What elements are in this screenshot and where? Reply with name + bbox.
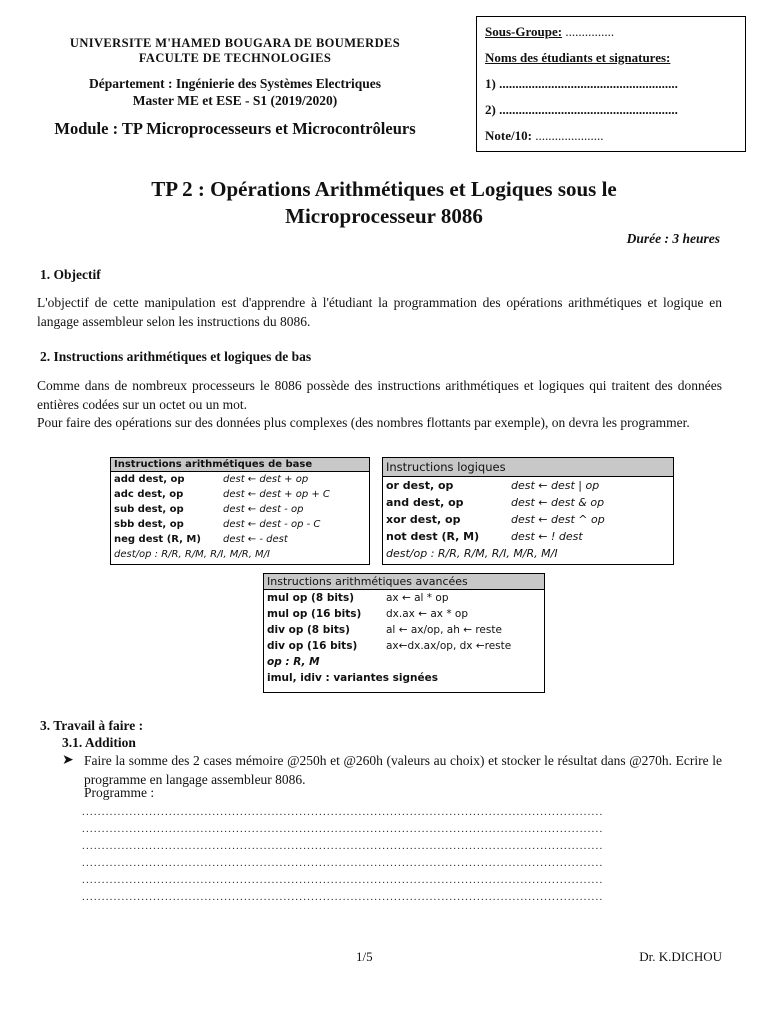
section-3-1-heading: 3.1. Addition bbox=[62, 735, 136, 750]
answer-line[interactable]: .................................................................................................................................... bbox=[82, 874, 604, 886]
table-row: sub dest, op dest ← dest - op bbox=[114, 504, 304, 515]
page-number: 1/5 bbox=[356, 949, 373, 964]
student-info-box bbox=[476, 16, 746, 152]
bullet-arrow-icon: ➤ bbox=[62, 753, 74, 768]
section-1-heading: 1. Objectif bbox=[40, 267, 101, 282]
faculty-name: FACULTE DE TECHNOLOGIES bbox=[138, 51, 332, 65]
table-row: mul op (16 bits) dx.ax ← ax * op bbox=[267, 608, 469, 620]
note-field[interactable]: Note/10: ..................... bbox=[485, 128, 604, 143]
master-label: Master ME et ESE - S1 (2019/2020) bbox=[132, 93, 338, 108]
table-adv-title: Instructions arithmétiques avancées bbox=[264, 574, 544, 590]
table-basic-title: Instructions arithmétiques de base bbox=[111, 458, 369, 472]
table-logic-footer: dest/op : R/R, R/M, R/I, M/R, M/I bbox=[386, 547, 558, 560]
answer-line[interactable]: .................................................................................................................................... bbox=[82, 857, 604, 869]
table-logic-title: Instructions logiques bbox=[383, 458, 673, 477]
names-label: Noms des étudiants et signatures: bbox=[485, 50, 671, 65]
table-row: xor dest, op dest ← dest ^ op bbox=[386, 513, 605, 526]
section-1-text: L'objectif de cette manipulation est d'apprendre à l'étudiant la programmation des opérations arithmétiques et logique en langage assembleur selon les instructions du 8086. bbox=[37, 295, 722, 329]
task-text: Faire la somme des 2 cases mémoire @250h et @260h (valeurs au choix) et stocker le résultat dans @270h. Ecrire le programme en langage assembleur 8086. bbox=[84, 753, 722, 787]
answer-line[interactable]: .................................................................................................................................... bbox=[82, 891, 604, 903]
student-2-field[interactable]: 2) ....................................................... bbox=[485, 102, 678, 117]
section-3-heading: 3. Travail à faire : bbox=[40, 718, 144, 733]
institution-header bbox=[30, 36, 440, 139]
answer-line[interactable]: .................................................................................................................................... bbox=[82, 806, 604, 818]
module-title: Module : TP Microprocesseurs et Microcontrôleurs bbox=[54, 119, 416, 138]
table-adv-note-1: op : R, M bbox=[267, 656, 320, 668]
table-basic-footer: dest/op : R/R, R/M, R/I, M/R, M/I bbox=[114, 549, 270, 560]
table-row: sbb dest, op dest ← dest - op - C bbox=[114, 519, 321, 530]
section-2-text-1: Comme dans de nombreux processeurs le 8086 possède des instructions arithmétiques et logiques qui traitent des données entières codées sur un octet ou un mot. bbox=[37, 378, 722, 412]
department-name: Département : Ingénierie des Systèmes Electriques bbox=[88, 76, 382, 91]
table-row: div op (8 bits) al ← ax/op, ah ← reste bbox=[267, 624, 502, 636]
section-2-text-2: Pour faire des opérations sur des données plus complexes (des nombres flottants par exemple), on devra les programmer. bbox=[37, 415, 690, 430]
university-name: UNIVERSITE M'HAMED BOUGARA DE BOUMERDES bbox=[69, 36, 401, 50]
program-label: Programme : bbox=[84, 785, 155, 800]
table-row: neg dest (R, M) dest ← - dest bbox=[114, 534, 288, 545]
table-row: mul op (8 bits) ax ← al * op bbox=[267, 592, 449, 604]
table-adv-note-2: imul, idiv : variantes signées bbox=[267, 672, 438, 684]
author-name: Dr. K.DICHOU bbox=[639, 949, 722, 964]
table-row: and dest, op dest ← dest & op bbox=[386, 496, 605, 509]
table-advanced-arithmetic bbox=[263, 573, 545, 693]
table-basic-arithmetic bbox=[110, 457, 370, 565]
answer-line[interactable]: .................................................................................................................................... bbox=[82, 823, 604, 835]
section-2-heading: 2. Instructions arithmétiques et logiques de bas bbox=[40, 349, 312, 364]
duration-label: Durée : 3 heures bbox=[626, 231, 720, 246]
table-row: or dest, op dest ← dest | op bbox=[386, 479, 600, 492]
subgroup-field[interactable]: Sous-Groupe: ............... bbox=[485, 24, 615, 39]
student-1-field[interactable]: 1) ....................................................... bbox=[485, 76, 678, 91]
table-row: adc dest, op dest ← dest + op + C bbox=[114, 489, 330, 500]
table-row: not dest (R, M) dest ← ! dest bbox=[386, 530, 583, 543]
table-row: add dest, op dest ← dest + op bbox=[114, 474, 309, 485]
table-row: div op (16 bits) ax←dx.ax/op, dx ←reste bbox=[267, 640, 512, 652]
answer-line[interactable]: .................................................................................................................................... bbox=[82, 840, 604, 852]
page-title: TP 2 : Opérations Arithmétiques et Logiques sous le Microprocesseur 8086 bbox=[151, 177, 617, 228]
table-logic bbox=[382, 457, 674, 565]
